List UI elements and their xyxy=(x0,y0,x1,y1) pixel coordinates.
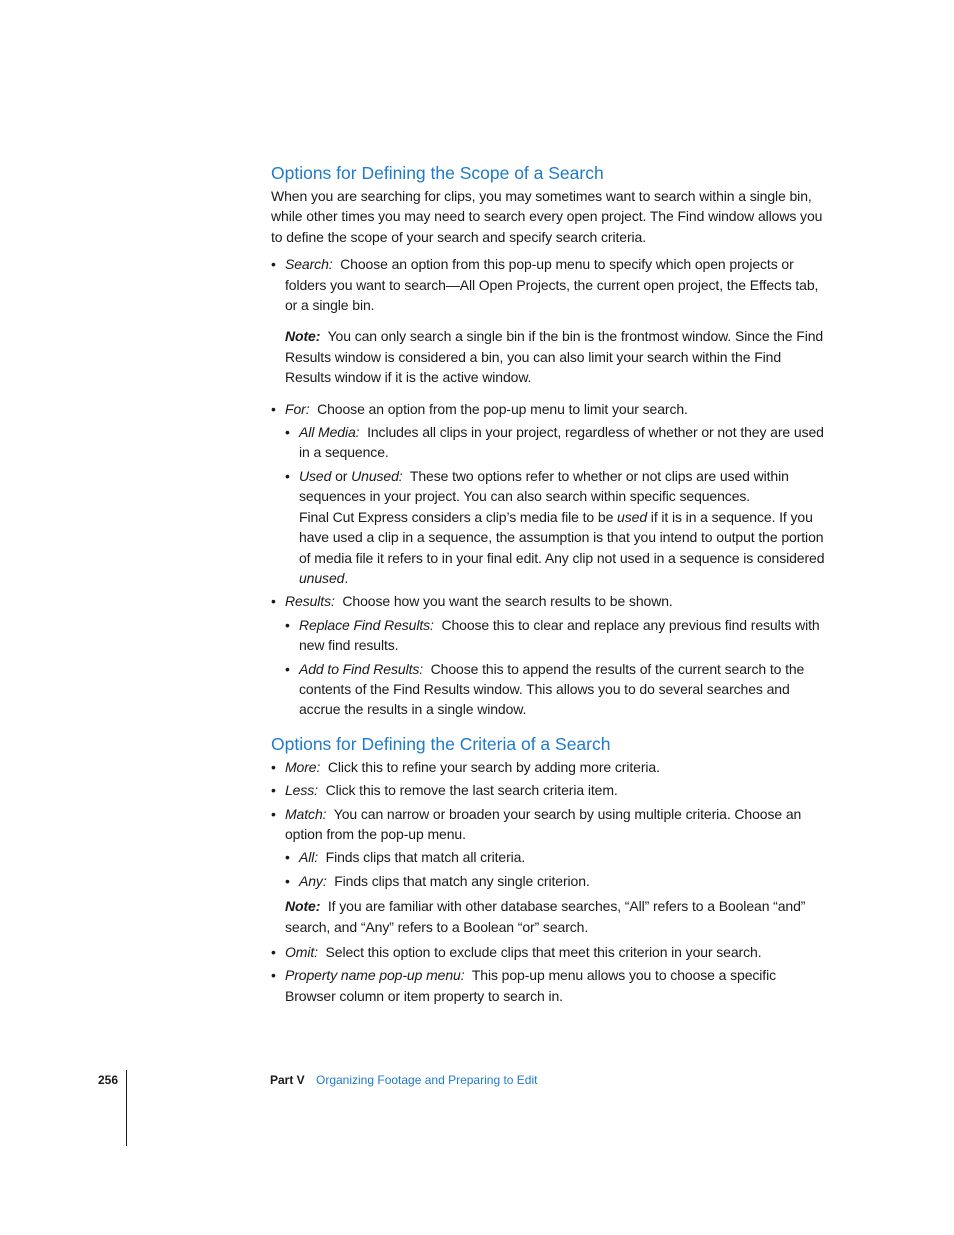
list-item-search xyxy=(271,254,827,315)
note-text: You can only search a single bin if the bin is the frontmost window. Since the Find Results window is considered a bin, you can also limit your search within the Find Results window if it is the active window. xyxy=(285,328,824,386)
list-item-add xyxy=(285,659,827,720)
page-content xyxy=(271,160,827,1006)
note-label-2: Note: xyxy=(285,898,321,915)
desc-add: Choose this to append the results of the current search to the contents of the Find Results window. This allows you to do several searches and accrue the results in a single window. xyxy=(299,660,805,718)
list-item-property xyxy=(271,965,827,1006)
list-item-less xyxy=(271,780,827,800)
term-for: For: xyxy=(285,400,310,417)
used-more-a: Final Cut Express considers a clip’s media file to be xyxy=(299,508,618,525)
list-item-more xyxy=(271,757,827,777)
desc-less: Click this to remove the last search criteria item. xyxy=(325,782,618,799)
desc-match: You can narrow or broaden your search by using multiple criteria. Choose an option from the pop-up menu. xyxy=(285,805,802,842)
term-unused: Unused: xyxy=(351,467,403,484)
note-label: Note: xyxy=(285,328,321,345)
term-all: All: xyxy=(299,849,319,866)
or-word: or xyxy=(331,467,352,484)
term-match: Match: xyxy=(285,805,327,822)
term-less: Less: xyxy=(285,782,318,799)
desc-more: Click this to refine your search by adding more criteria. xyxy=(327,758,660,775)
list-item-for xyxy=(271,399,827,419)
term-any: Any: xyxy=(299,872,327,889)
page-number: 256 xyxy=(98,1073,119,1087)
intro-paragraph: When you are searching for clips, you may sometimes want to search within a single bin, while other times you may need to search every open project. The Find window allows you to define the scope of your search and specify search criteria. xyxy=(271,188,823,245)
section-heading-scope: Options for Defining the Scope of a Search xyxy=(271,163,604,183)
term-more: More: xyxy=(285,758,321,775)
list-item-results xyxy=(271,591,827,611)
term-results: Results: xyxy=(285,593,335,610)
list-item-all-media xyxy=(285,422,827,463)
footer-divider xyxy=(126,1070,127,1146)
desc-replace: Choose this to clear and replace any previous find results with new find results. xyxy=(299,616,820,654)
used-more-end: . xyxy=(344,569,349,586)
note-block-boolean xyxy=(285,896,827,937)
term-all-media: All Media: xyxy=(299,424,360,441)
note-block-bin xyxy=(285,326,827,387)
unused-italic: unused xyxy=(299,569,345,586)
term-property: Property name pop-up menu: xyxy=(285,967,465,984)
desc-property: This pop-up menu allows you to choose a specific Browser column or item property to search in. xyxy=(285,967,776,1004)
list-item-match xyxy=(271,804,827,845)
note-text-2: If you are familiar with other database searches, “All” refers to a Boolean “and” search, and “Any” refers to a Boolean “or” search. xyxy=(285,898,806,935)
term-search: Search: xyxy=(285,256,333,273)
page-footer xyxy=(0,1070,954,1150)
list-item-omit xyxy=(271,942,827,962)
part-title-link[interactable]: Organizing Footage and Preparing to Edit xyxy=(316,1073,538,1087)
list-item-any xyxy=(285,871,827,891)
desc-search: Choose an option from this pop-up menu to specify which open projects or folders you want to search—All Open Projects, the current open project, the Effects tab, or a single bin. xyxy=(285,256,819,314)
desc-omit: Select this option to exclude clips that meet this criterion in your search. xyxy=(325,944,762,960)
list-item-used-unused xyxy=(285,466,827,588)
used-italic: used xyxy=(617,508,648,525)
desc-all: Finds clips that match all criteria. xyxy=(325,849,526,866)
desc-for: Choose an option from the pop-up menu to limit your search. xyxy=(317,400,688,417)
desc-any: Finds clips that match any single criterion. xyxy=(334,872,590,889)
term-add: Add to Find Results: xyxy=(299,660,424,677)
term-used: Used xyxy=(299,467,332,484)
term-omit: Omit: xyxy=(285,944,318,960)
list-item-all xyxy=(285,847,827,867)
section-heading-criteria: Options for Defining the Criteria of a Search xyxy=(271,733,611,754)
desc-used-unused: These two options refer to whether or not clips are used within sequences in your project. You can also search within specific sequences. xyxy=(299,467,789,505)
term-replace: Replace Find Results: xyxy=(299,616,434,633)
desc-results: Choose how you want the search results to be shown. xyxy=(342,593,673,610)
desc-all-media: Includes all clips in your project, regardless of whether or not they are used in a sequence. xyxy=(299,424,824,461)
part-label: Part V xyxy=(270,1073,305,1087)
used-more-b: if it is in a sequence. If you have used a clip in a sequence, the assumption is that you intend to output the portion of media file it refers to in your final edit. Any clip not used in a sequence is considered xyxy=(299,508,825,566)
list-item-replace xyxy=(285,615,827,656)
